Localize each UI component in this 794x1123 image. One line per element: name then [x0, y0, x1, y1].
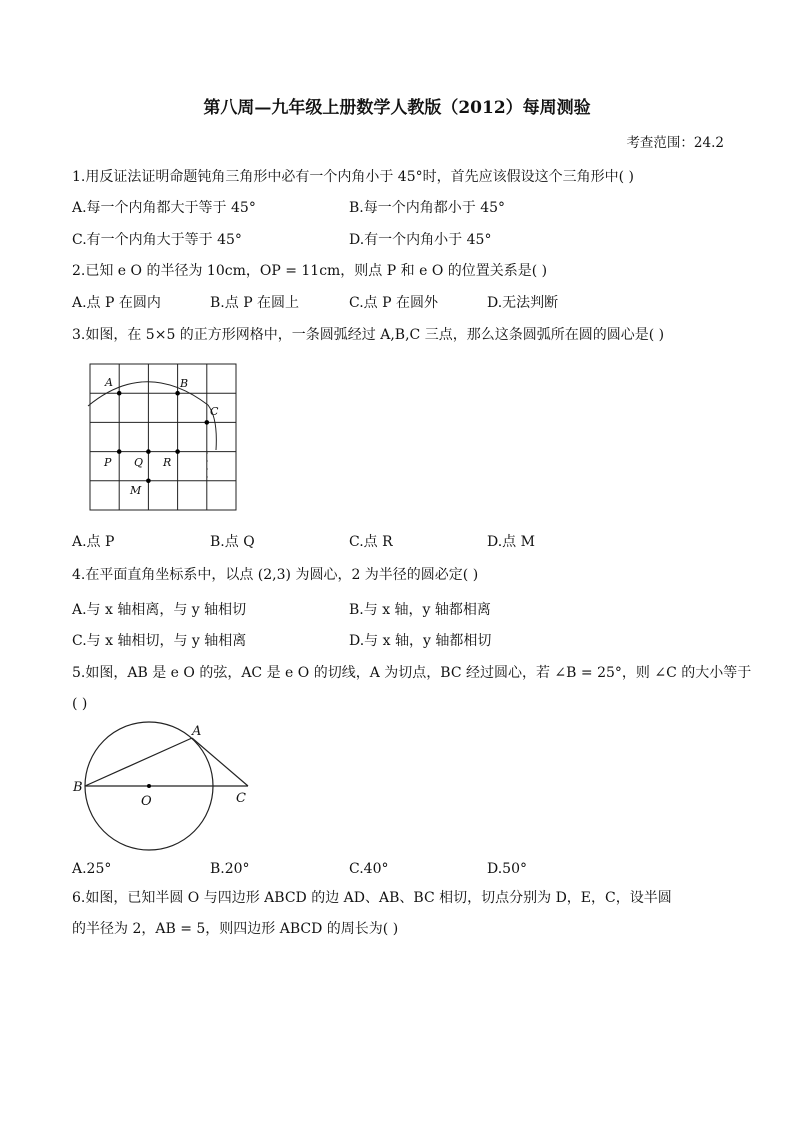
q4-option-b[interactable]: B.与 x 轴，y 轴都相离 — [349, 602, 491, 618]
point-b — [175, 391, 180, 396]
question-4-stem: 4.在平面直角坐标系中，以点 (2,3) 为圆心，2 为半径的圆必定( ) — [72, 567, 479, 583]
point-m — [146, 479, 151, 484]
label-r: R — [163, 456, 172, 469]
question-5-stem-line2: ( ) — [72, 696, 88, 712]
question-6-stem-line2: 的半径为 2，AB = 5，则四边形 ABCD 的周长为( ) — [72, 921, 399, 937]
q5-option-c[interactable]: C.40° — [349, 861, 389, 877]
point-p — [117, 449, 122, 454]
label-c: C — [210, 405, 219, 418]
label-p: P — [104, 456, 112, 469]
page-title: 第八周—九年级上册数学人教版（2012）每周测验 — [203, 98, 591, 118]
q1-option-a[interactable]: A.每一个内角都大于等于 45° — [72, 200, 256, 216]
center-o-dot — [147, 784, 151, 788]
question-6-stem: 6.如图，已知半圆 O 与四边形 ABCD 的边 AD、AB、BC 相切，切点分别为 D，E，C，设半圆 — [72, 890, 672, 906]
question-1-stem: 1.用反证法证明命题钝角三角形中必有一个内角小于 45°时，首先应该假设这个三角形中( ) — [72, 169, 634, 185]
q3-option-d[interactable]: D.点 M — [487, 534, 535, 550]
q2-option-d[interactable]: D.无法判断 — [487, 295, 559, 311]
exam-scope: 考查范围：24.2 — [626, 135, 724, 151]
q4-option-d[interactable]: D.与 x 轴，y 轴都相切 — [349, 633, 492, 649]
q2-option-b[interactable]: B.点 P 在圆上 — [210, 295, 300, 311]
q3-option-b[interactable]: B.点 Q — [210, 534, 255, 550]
q1-option-d[interactable]: D.有一个内角小于 45° — [349, 232, 492, 248]
q2-option-a[interactable]: A.点 P 在圆内 — [72, 295, 161, 311]
label-c: C — [236, 791, 246, 806]
question-3-stem: 3.如图，在 5×5 的正方形网格中，一条圆弧经过 A,B,C 三点，那么这条圆弧所在圆的圆心是( ) — [72, 327, 665, 343]
circle-figure — [70, 720, 260, 852]
q5-option-a[interactable]: A.25° — [72, 861, 112, 877]
chord-ab — [85, 738, 192, 786]
q5-option-b[interactable]: B.20° — [210, 861, 250, 877]
point-r — [175, 449, 180, 454]
arc — [88, 382, 216, 450]
q5-option-d[interactable]: D.50° — [487, 861, 527, 877]
question-2-stem: 2.已知 e O 的半径为 10cm，OP = 11cm，则点 P 和 e O 的位置关系是( ) — [72, 263, 548, 279]
label-b: B — [73, 780, 83, 795]
label-a: A — [105, 376, 113, 389]
q4-option-a[interactable]: A.与 x 轴相离，与 y 轴相切 — [72, 602, 247, 618]
grid-figure — [86, 360, 240, 512]
label-q: Q — [134, 456, 144, 469]
q2-option-c[interactable]: C.点 P 在圆外 — [349, 295, 438, 311]
question-5-stem: 5.如图，AB 是 e O 的弦，AC 是 e O 的切线，A 为切点，BC 经过圆心，若 ∠B = 25°，则 ∠C 的大小等于 — [72, 665, 752, 681]
q1-option-c[interactable]: C.有一个内角大于等于 45° — [72, 232, 242, 248]
q1-option-b[interactable]: B.每一个内角都小于 45° — [349, 200, 506, 216]
q3-option-c[interactable]: C.点 R — [349, 534, 393, 550]
label-a: A — [192, 724, 202, 739]
label-m: M — [130, 484, 142, 497]
point-a — [117, 391, 122, 396]
point-q — [146, 449, 151, 454]
label-b: B — [180, 377, 189, 390]
q4-option-c[interactable]: C.与 x 轴相切，与 y 轴相离 — [72, 633, 247, 649]
point-c — [205, 420, 210, 425]
label-o: O — [141, 794, 152, 809]
q3-option-a[interactable]: A.点 P — [72, 534, 115, 550]
tangent-ac — [192, 738, 248, 786]
